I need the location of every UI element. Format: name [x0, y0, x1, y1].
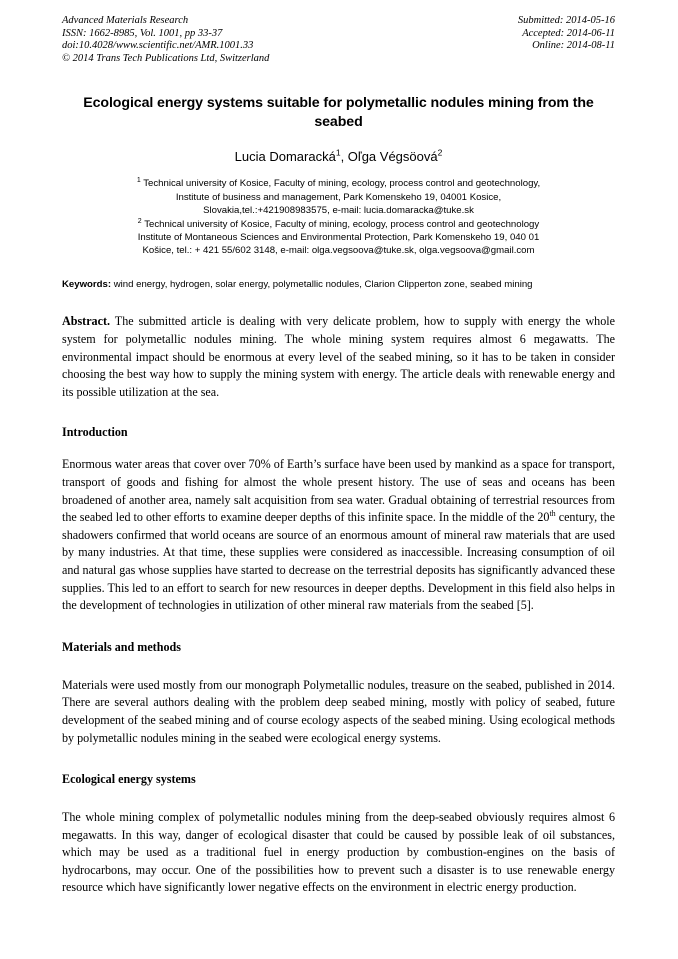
- affiliation-2-line-1: [62, 218, 615, 231]
- keywords-block: [62, 278, 615, 292]
- affiliation-1-line-3: Slovakia,tel.:+421908983575, e-mail: lucia.domaracka@tuke.sk: [203, 205, 474, 217]
- affiliation-1-line-1-text: Technical university of Kosice, Faculty of mining, ecology, process control and geotechnology,: [143, 178, 541, 190]
- abstract-text: The submitted article is dealing with very delicate problem, how to supply with energy the whole system for polymetallic nodules mining. The whole mining system requires almost 6 megawatts. The environmental impact should be enormous at every level of the seabed mining, so it has to be taken in consider choosing the best way how to supply the mining system with energy. The article deals with renewable energy and its possible utilization at the sea.: [62, 314, 615, 399]
- affiliation-marker-1: 1: [136, 177, 141, 185]
- author-name-1: Lucia Domaracká: [234, 149, 336, 165]
- author-list: [62, 148, 615, 165]
- affiliation-2-line-2: Institute of Montaneous Sciences and Environmental Protection, Park Komenskeho 19, 040 01: [137, 232, 540, 243]
- accepted-date: Accepted: 2014-06-11: [522, 27, 615, 39]
- section-body-introduction: [62, 456, 615, 614]
- introduction-text-part-2: century, the shadowers confirmed that world oceans are source of an enormous amount of mineral raw materials that are used by many industries. At that time, these supplies were considered as inaccessible. Increasing consumption of oil and natural gas whose supplies have started to decrease on the terrestrial deposits has significantly advanced these supplies. This led to an effort to search for new resources in deeper depths. Development in this field also helps in the development of technologies in utilization of other mineral raw materials from the seabed [5].: [62, 510, 615, 613]
- affiliation-2-line-3: Košice, tel.: + 421 55/602 3148, e-mail: olga.vegsoova@tuke.sk, olga.vegsoova@gmail.com: [142, 245, 535, 257]
- affiliation-2: [62, 218, 615, 258]
- online-date: Online: 2014-08-11: [532, 40, 615, 52]
- section-heading-materials-and-methods: Materials and methods: [62, 639, 181, 654]
- paper-title: Ecological energy systems suitable for polymetallic nodules mining from the seabed: [83, 95, 594, 131]
- abstract-label: Abstract.: [62, 314, 111, 329]
- journal-header: [62, 0, 615, 65]
- affiliations-block: [62, 177, 615, 257]
- author-separator: ,: [340, 149, 348, 165]
- author-name-2: Oľga Végsöová: [347, 149, 438, 165]
- abstract-block: [62, 313, 615, 401]
- introduction-text-part-1: Enormous water areas that cover over 70% of Earth’s surface have been used by mankind as a space for transport, transport of goods and fishing for almost the whole present history. The use of seas and oceans has been broadened of another area, namely salt acquisition from sea water. Gradual obtaining of terrestrial resources from the seabed led to other efforts to examine deeper depths of this infinite space. In the middle of the 20: [62, 457, 615, 525]
- journal-issn-volume: ISSN: 1662-8985, Vol. 1001, pp 33-37: [62, 27, 223, 39]
- author-affiliation-marker-2: 2: [437, 148, 443, 159]
- submitted-date: Submitted: 2014-05-16: [517, 15, 615, 26]
- journal-doi: doi:10.4028/www.scientific.net/AMR.1001.33: [62, 40, 254, 52]
- affiliation-2-line-1-text: Technical university of Kosice, Faculty of mining, ecology, process control and geotechnology: [144, 218, 540, 230]
- author-affiliation-marker-1: 1: [335, 148, 341, 159]
- keywords-label: Keywords:: [62, 278, 112, 290]
- journal-header-left: [62, 15, 442, 65]
- affiliation-1-line-2: Institute of business and management, Park Komenskeho 19, 04001 Kosice,: [175, 191, 502, 203]
- affiliation-1-line-1: [62, 177, 615, 190]
- keywords-text: wind energy, hydrogen, solar energy, polymetallic nodules, Clarion Clipperton zone, seabed mining: [111, 278, 533, 290]
- section-body-ecological-energy-systems: The whole mining complex of polymetallic nodules mining from the deep-seabed obviously requires almost 6 megawatts. In this way, danger of ecological disaster that could be caused by possible leak of oil substances, which may be used as a traditional fuel in energy production by combustion-engines on the basis of hydrocarbons, may occur. One of the possibilities how to prevent such a disaster is to use renewable energy resource which have significantly lower negative effects on the environment in electric energy production.: [62, 810, 615, 895]
- section-body-materials-and-methods: Materials were used mostly from our monograph Polymetallic nodules, treasure on the seabed, published in 2014. There are several authors dealing with the problem deep seabed mining, mostly with policy of seabed, future development of the seabed mining and of course ecology aspects of the seabed mining. Using ecological methods by polymetallic nodules mining in the seabed were ecological energy systems.: [62, 677, 615, 745]
- page-content: [62, 0, 615, 897]
- section-heading-ecological-energy-systems: Ecological energy systems: [62, 772, 196, 787]
- journal-name: Advanced Materials Research: [62, 15, 189, 26]
- journal-header-right: [518, 15, 615, 53]
- journal-copyright: © 2014 Trans Tech Publications Ltd, Switzerland: [62, 52, 270, 64]
- section-heading-introduction: Introduction: [62, 425, 128, 440]
- affiliation-marker-2: 2: [137, 217, 142, 225]
- century-ordinal-superscript: th: [549, 509, 556, 519]
- affiliation-1: [62, 177, 615, 217]
